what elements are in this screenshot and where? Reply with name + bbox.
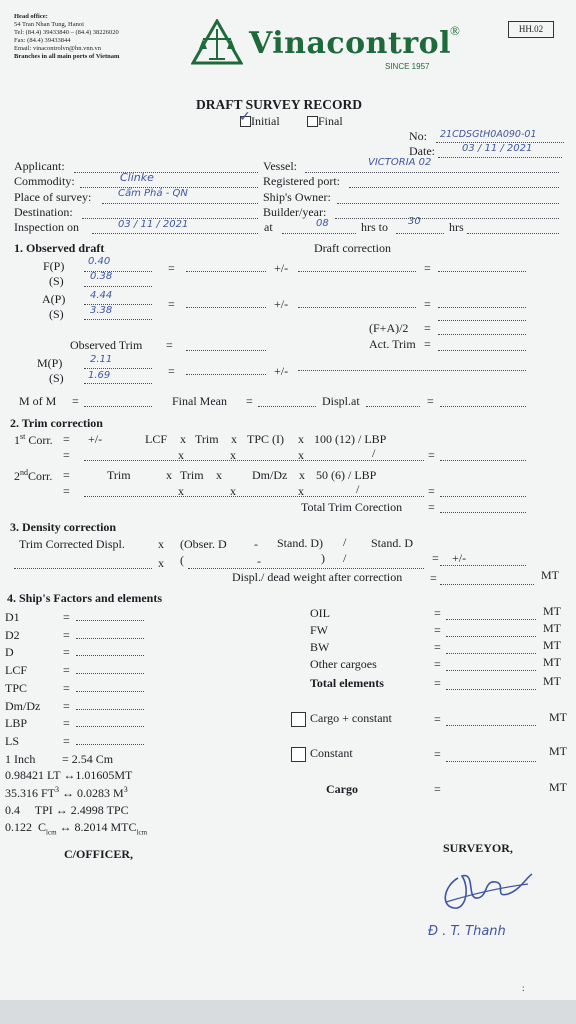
tcd-line — [14, 568, 152, 569]
density-result-line — [440, 565, 526, 566]
builder-line — [335, 218, 559, 219]
element-label: OIL — [310, 606, 330, 620]
fs-label: (S) — [49, 274, 64, 288]
dwac-label: Displ./ dead weight after correction — [232, 570, 403, 584]
factor-equals: = — [63, 610, 70, 624]
x1b: x — [178, 448, 184, 462]
element-value-line — [446, 636, 536, 637]
element-equals: = — [434, 640, 441, 654]
tpc-col: TPC (I) — [247, 432, 284, 446]
element-label: FW — [310, 623, 328, 637]
ft-sup: 3 — [55, 785, 60, 794]
x3: x — [298, 432, 304, 446]
cargo-constant-label: Cargo + constant — [310, 711, 392, 725]
factor-label: D2 — [5, 628, 20, 642]
constant-unit: MT — [549, 744, 567, 758]
eq-c2: = — [63, 468, 70, 482]
pm-c1: +/- — [88, 432, 103, 446]
open-paren: ( — [180, 553, 184, 567]
x4b: x — [178, 484, 184, 498]
cargo-constant-line — [446, 725, 536, 726]
pm-m: +/- — [274, 364, 289, 378]
eq-d: = — [432, 551, 439, 565]
hrs-line — [467, 233, 559, 234]
start-time[interactable]: 08 — [316, 218, 329, 229]
eq-c2c: = — [428, 484, 435, 498]
check-icon: ✓ — [239, 110, 251, 125]
x-d1: x — [158, 537, 164, 551]
density-line — [188, 568, 424, 569]
ap-label: A(P) — [42, 292, 66, 306]
section-observed-draft: 1. Observed draft — [14, 241, 105, 255]
f-pm-line — [298, 271, 416, 272]
office-line: Fax: (84.4) 39433844 — [14, 37, 71, 44]
inspection-line — [92, 233, 258, 234]
scales-logo-icon — [191, 19, 243, 65]
trim-col: Trim — [195, 432, 219, 446]
cargo-constant-unit: MT — [549, 710, 567, 724]
form-code-box — [508, 21, 554, 38]
eq-a: = — [168, 297, 175, 311]
office-info — [14, 13, 119, 61]
no-value[interactable]: 21CDSGtH0A090-01 — [440, 129, 537, 140]
element-unit: MT — [543, 674, 561, 688]
factor-equals: = — [63, 628, 70, 642]
factor-equals: = — [63, 734, 70, 748]
mtc-text: ↔ 8.2014 MTC — [59, 820, 137, 834]
final-label: Final — [318, 114, 343, 128]
factor-value-line — [76, 744, 144, 745]
constant-line — [446, 761, 536, 762]
mp-label: M(P) — [37, 356, 63, 370]
eq-dwac: = — [430, 571, 437, 585]
element-equals: = — [434, 676, 441, 690]
second-number: 2 — [14, 469, 20, 483]
slash-c1: / — [372, 446, 376, 460]
minus-d1: - — [254, 537, 258, 551]
eq-cc: = — [434, 712, 441, 726]
since-text: SINCE 1957 — [385, 62, 430, 71]
m-text: ↔ 0.0283 M — [62, 786, 124, 800]
office-line: Branches in all main ports of Vietnam — [14, 53, 120, 60]
vessel-label: Vessel: — [263, 159, 297, 173]
lbp100-col: 100 (12) / LBP — [314, 432, 387, 446]
dwac-line — [440, 584, 534, 585]
eq-at: = — [424, 337, 431, 351]
factor-equals: = — [63, 716, 70, 730]
factor-value-line — [76, 655, 144, 656]
displ-at-line — [366, 406, 420, 407]
element-unit: MT — [543, 655, 561, 669]
conversion-lt: 0.98421 LT ↔1.01605MT — [5, 768, 133, 782]
pm-f: +/- — [274, 261, 289, 275]
element-equals: = — [434, 606, 441, 620]
c2-line — [84, 496, 424, 497]
eq-total-trim: = — [428, 500, 435, 514]
trim-col2: Trim — [107, 468, 131, 482]
pm-a: +/- — [274, 297, 289, 311]
slash-c2: / — [356, 482, 360, 496]
x3b: x — [298, 448, 304, 462]
element-label: Total elements — [310, 676, 384, 690]
applicant-label: Applicant: — [14, 159, 65, 173]
vessel-value[interactable]: VICTORIA 02 — [368, 157, 432, 168]
factor-label: LBP — [5, 716, 28, 730]
ft-text: 35.316 FT — [5, 786, 56, 800]
factor-label: LS — [5, 734, 20, 748]
a-corr-line — [186, 307, 266, 308]
m-pm-line — [298, 370, 526, 371]
office-line: 54 Tran Nhan Tung, Hanoi — [14, 21, 84, 28]
x6: x — [299, 468, 305, 482]
final-mean-label: Final Mean — [172, 394, 227, 408]
x1: x — [180, 432, 186, 446]
registered-mark: ® — [450, 23, 460, 38]
tcd-label: Trim Corrected Displ. — [19, 537, 125, 551]
conversion-tpi: 0.4 TPI ↔ 2.4998 TPC — [5, 803, 129, 817]
a-result-line2 — [438, 320, 526, 321]
no-label: No: — [409, 129, 427, 143]
conversion-ft — [5, 785, 128, 801]
element-label: Other cargoes — [310, 657, 377, 671]
element-unit: MT — [543, 604, 561, 618]
factor-value-line — [76, 709, 144, 710]
x2: x — [231, 432, 237, 446]
element-value-line — [446, 653, 536, 654]
stand2-label: Stand. D — [371, 536, 413, 550]
f-corr-line — [186, 271, 266, 272]
office-line: Email: vinacontrolvn@hn.vnn.vn — [14, 45, 102, 52]
first-corr-label — [14, 432, 53, 448]
fs-value[interactable]: 0.38 — [90, 271, 113, 282]
fs-line — [84, 286, 152, 287]
act-trim-line — [438, 350, 526, 351]
cargo-label: Cargo — [326, 782, 358, 796]
at-label: at — [264, 220, 273, 234]
cargo-constant-checkbox[interactable] — [291, 712, 306, 727]
eq-fa2: = — [424, 321, 431, 335]
a-pm-line — [298, 307, 416, 308]
mp-line — [84, 368, 152, 369]
element-unit: MT — [543, 638, 561, 652]
c-text: 0.122 C — [5, 820, 47, 834]
conversion-mtc — [5, 820, 147, 836]
observed-trim-label: Observed Trim — [70, 338, 143, 352]
x5b: x — [230, 484, 236, 498]
x-d2: x — [158, 556, 164, 570]
eq-f: = — [168, 261, 175, 275]
factor-label: D1 — [5, 610, 20, 624]
surveyor-name: Đ . T. Thanh — [428, 924, 506, 939]
fp-value[interactable]: 0.40 — [88, 256, 111, 267]
inspection-label: Inspection on — [14, 220, 79, 234]
place-label: Place of survey: — [14, 190, 92, 204]
factor-value-line — [76, 726, 144, 727]
corr-word: Corr. — [28, 433, 53, 447]
displ-result-line — [440, 406, 526, 407]
registered-port-label: Registered port: — [263, 174, 340, 188]
place-value[interactable]: Cẩm Phả - QN — [118, 188, 188, 199]
eq-mofm: = — [72, 394, 79, 408]
total-trim-label: Total Trim Corection — [301, 500, 403, 514]
date-label: Date: — [409, 144, 435, 158]
section-density-correction: 3. Density correction — [10, 520, 117, 534]
eq-m: = — [168, 364, 175, 378]
eq-c1c: = — [428, 448, 435, 462]
destination-label: Destination: — [14, 205, 73, 219]
first-number: 1 — [14, 433, 20, 447]
place-line — [102, 203, 258, 204]
applicant-line — [74, 172, 258, 173]
element-value-line — [446, 689, 536, 690]
date-value[interactable]: 03 / 11 / 2021 — [462, 143, 533, 154]
eq-displ: = — [427, 394, 434, 408]
end-time[interactable]: 30 — [408, 216, 421, 227]
factor-value-line — [76, 691, 144, 692]
surveyor-label: SURVEYOR, — [443, 841, 513, 855]
page-mark: : — [522, 983, 525, 993]
eq-cargo: = — [434, 782, 441, 796]
fp-label: F(P) — [43, 259, 65, 273]
factor-equals: = — [63, 681, 70, 695]
builder-label: Builder/year: — [263, 205, 327, 219]
office-line: Head office: — [14, 13, 48, 20]
factor-value-line — [76, 673, 144, 674]
constant-checkbox[interactable] — [291, 747, 306, 762]
at-line — [282, 233, 356, 234]
m-corr-line — [186, 374, 266, 375]
ms-label: (S) — [49, 371, 64, 385]
mp-value[interactable]: 2.11 — [90, 354, 113, 365]
first-sup: st — [20, 432, 26, 441]
surveyor-signature — [436, 858, 536, 918]
hrs-label: hrs — [449, 220, 464, 234]
owner-label: Ship's Owner: — [263, 190, 331, 204]
dwac-unit: MT — [541, 568, 559, 582]
eq-c1: = — [63, 432, 70, 446]
eq-const: = — [434, 747, 441, 761]
fa2-line — [438, 334, 526, 335]
stand-label: Stand. D) — [277, 536, 323, 550]
officer-label: C/OFFICER, — [64, 847, 133, 861]
second-sup: nd — [20, 468, 28, 477]
eq-ot: = — [166, 338, 173, 352]
displ-at-label: Displ.at — [322, 394, 360, 408]
obser-label: (Obser. D — [180, 537, 227, 551]
form-code: HH.02 — [518, 24, 544, 34]
factor-value-line — [76, 620, 144, 621]
factor-label: D — [5, 645, 14, 659]
office-line: Tel: (84.4) 39433840 – (84.4) 38226020 — [14, 29, 119, 36]
factor-label: LCF — [5, 663, 28, 677]
inch-value: = 2.54 Cm — [62, 752, 114, 766]
element-label: BW — [310, 640, 330, 654]
eq-f2: = — [424, 261, 431, 275]
factor-equals: = — [63, 645, 70, 659]
hrs-to-line — [396, 233, 444, 234]
mofm-line — [84, 406, 152, 407]
ms-value[interactable]: 1.69 — [88, 370, 111, 381]
total-trim-line — [440, 512, 526, 513]
a-result-line — [438, 307, 526, 308]
brand-name: Vinacontrol — [249, 26, 452, 61]
lcf-col: LCF — [145, 432, 168, 446]
lbp50-col: 50 (6) / LBP — [316, 468, 377, 482]
hrs-to-label: hrs to — [361, 220, 388, 234]
commodity-label: Commodity: — [14, 174, 75, 188]
eq-a2: = — [424, 297, 431, 311]
mofm-label: M of M — [19, 394, 57, 408]
section-trim-correction: 2. Trim correction — [10, 416, 103, 430]
second-corr-label — [14, 468, 52, 484]
fa2-label: (F+A)/2 — [369, 321, 409, 335]
c2-result-line — [440, 496, 526, 497]
corr-word: Corr. — [28, 469, 53, 483]
element-value-line — [446, 670, 536, 671]
eq-c1b: = — [63, 448, 70, 462]
slash-d1: / — [343, 535, 347, 549]
inch-label: 1 Inch — [5, 752, 36, 766]
element-equals: = — [434, 623, 441, 637]
factor-equals: = — [63, 663, 70, 677]
constant-label: Constant — [310, 746, 353, 760]
as-value[interactable]: 3.38 — [90, 305, 113, 316]
eq-c2b: = — [63, 484, 70, 498]
page-title: DRAFT SURVEY RECORD — [196, 97, 363, 112]
c-sub: lcm — [46, 828, 57, 837]
inspection-value[interactable]: 03 / 11 / 2021 — [118, 219, 189, 230]
x4: x — [166, 468, 172, 482]
trim-col3: Trim — [180, 468, 204, 482]
x5: x — [216, 468, 222, 482]
factor-equals: = — [63, 699, 70, 713]
date-line — [438, 157, 562, 158]
observed-trim-line — [186, 350, 266, 351]
ms-line — [84, 383, 152, 384]
registered-port-line — [349, 187, 559, 188]
section-ships-factors: 4. Ship's Factors and elements — [7, 591, 163, 605]
slash-d2: / — [343, 551, 347, 565]
eq-fm: = — [246, 394, 253, 408]
owner-line — [337, 203, 559, 204]
element-equals: = — [434, 657, 441, 671]
act-trim-label: Act. Trim — [369, 337, 416, 351]
vessel-line — [305, 172, 559, 173]
final-checkbox[interactable] — [307, 116, 318, 127]
dmdz-col: Dm/Dz — [252, 468, 288, 482]
x2b: x — [230, 448, 236, 462]
c1-result-line — [440, 460, 526, 461]
factor-label: TPC — [5, 681, 28, 695]
draft-correction-label: Draft correction — [314, 241, 391, 255]
element-value-line — [446, 619, 536, 620]
final-mean-line — [258, 406, 316, 407]
f-result-line — [438, 271, 526, 272]
cargo-unit: MT — [549, 780, 567, 794]
m-sup: 3 — [123, 785, 128, 794]
ap-value[interactable]: 4.44 — [90, 290, 113, 301]
factor-value-line — [76, 638, 144, 639]
as-label: (S) — [49, 307, 64, 321]
minus-d2: - — [257, 554, 261, 568]
mtc-sub: lcm — [136, 828, 148, 837]
close-paren: ) — [321, 551, 325, 565]
as-line — [84, 319, 152, 320]
element-unit: MT — [543, 621, 561, 635]
x6b: x — [298, 484, 304, 498]
pm-d: +/- — [452, 551, 467, 565]
commodity-value[interactable]: Clinke — [120, 171, 154, 184]
initial-label: Initial — [251, 114, 280, 128]
factor-label: Dm/Dz — [5, 699, 41, 713]
